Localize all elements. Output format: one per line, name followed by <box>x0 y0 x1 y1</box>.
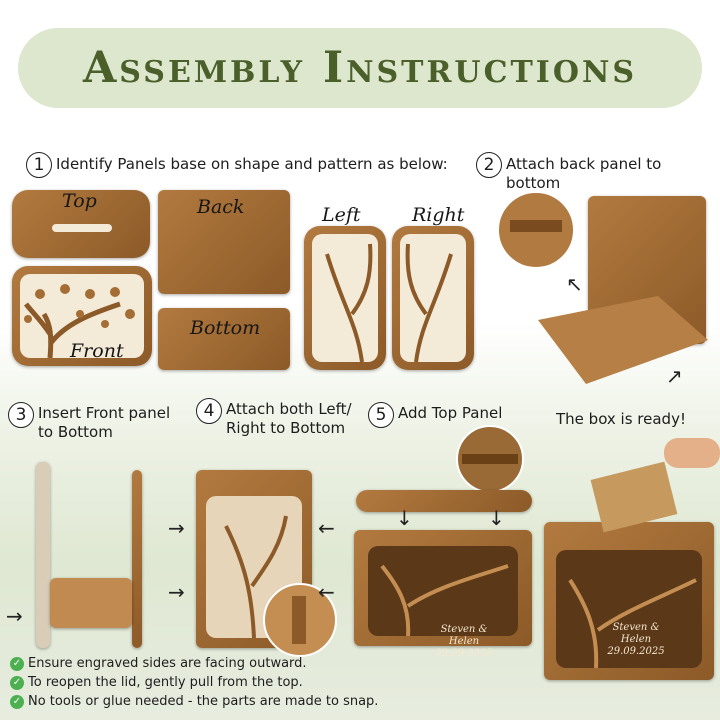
note-text: Ensure engraved sides are facing outward. <box>28 656 307 671</box>
step-text: Attach both Left/ Right to Bottom <box>226 400 352 437</box>
top-label: Top <box>62 190 97 212</box>
arrow-icon: ↗ <box>666 364 683 388</box>
step-4 <box>196 398 356 438</box>
note-item <box>10 654 378 673</box>
check-icon: ✓ <box>10 676 24 690</box>
hand-icon <box>664 438 720 468</box>
engraved-names: Steven & Helen <box>440 624 488 647</box>
front-label: Front <box>70 340 124 362</box>
bottom-panel-base <box>50 578 132 628</box>
step-number: 5 <box>368 402 394 428</box>
step-2 <box>476 152 720 193</box>
arrow-icon: → <box>168 580 185 604</box>
arrow-icon: ← <box>318 516 335 540</box>
check-icon: ✓ <box>10 695 24 709</box>
front-panel-upright <box>36 462 50 648</box>
step-number: 2 <box>476 152 502 178</box>
engraved-date: 29.09.2025 <box>435 648 493 659</box>
note-text: To reopen the lid, gently pull from the top. <box>28 675 303 690</box>
title-banner <box>18 28 702 108</box>
step-text: Insert Front panel to Bottom <box>38 404 171 441</box>
page-title: Assembly Instructions <box>82 43 638 93</box>
left-panel <box>304 226 386 370</box>
ready-text: The box is ready! <box>556 410 686 428</box>
note-item <box>10 673 378 692</box>
front-engraving <box>368 546 518 636</box>
step-text: Add Top Panel <box>398 404 503 422</box>
note-item <box>10 692 378 711</box>
notes-list <box>10 654 378 711</box>
right-cutout <box>400 234 466 362</box>
arrow-icon: → <box>168 516 185 540</box>
step-text: Attach back panel to bottom <box>506 155 662 192</box>
right-panel <box>392 226 474 370</box>
engraved-text <box>596 622 676 658</box>
arrow-icon: ↖ <box>566 272 583 296</box>
step-3 <box>8 402 183 442</box>
right-label: Right <box>412 204 465 226</box>
lid-detail <box>450 424 530 494</box>
step-1 <box>26 152 448 178</box>
left-cutout <box>312 234 378 362</box>
note-text: No tools or glue needed - the parts are made to snap. <box>28 694 379 709</box>
tree-icon <box>368 546 518 636</box>
arrow-icon: ↓ <box>488 506 505 530</box>
top-panel-lid <box>356 490 532 512</box>
step-number: 4 <box>196 398 222 424</box>
engraved-names: Steven & Helen <box>612 622 660 645</box>
bottom-label: Bottom <box>190 317 261 339</box>
slot <box>52 224 112 232</box>
step-number: 1 <box>26 152 52 178</box>
tree-icon <box>400 234 466 362</box>
engraved-text <box>424 624 504 660</box>
joint-detail <box>486 190 586 270</box>
engraved-date: 29.09.2025 <box>607 646 665 657</box>
step-text: Identify Panels base on shape and pattern as below: <box>56 155 448 173</box>
arrow-icon: ← <box>318 580 335 604</box>
back-label: Back <box>197 196 245 218</box>
check-icon: ✓ <box>10 657 24 671</box>
step-number: 3 <box>8 402 34 428</box>
back-panel-upright <box>132 470 142 648</box>
arrow-icon: ↓ <box>396 506 413 530</box>
arrow-icon: → <box>6 604 23 628</box>
tree-icon <box>312 234 378 362</box>
left-label: Left <box>322 204 361 226</box>
